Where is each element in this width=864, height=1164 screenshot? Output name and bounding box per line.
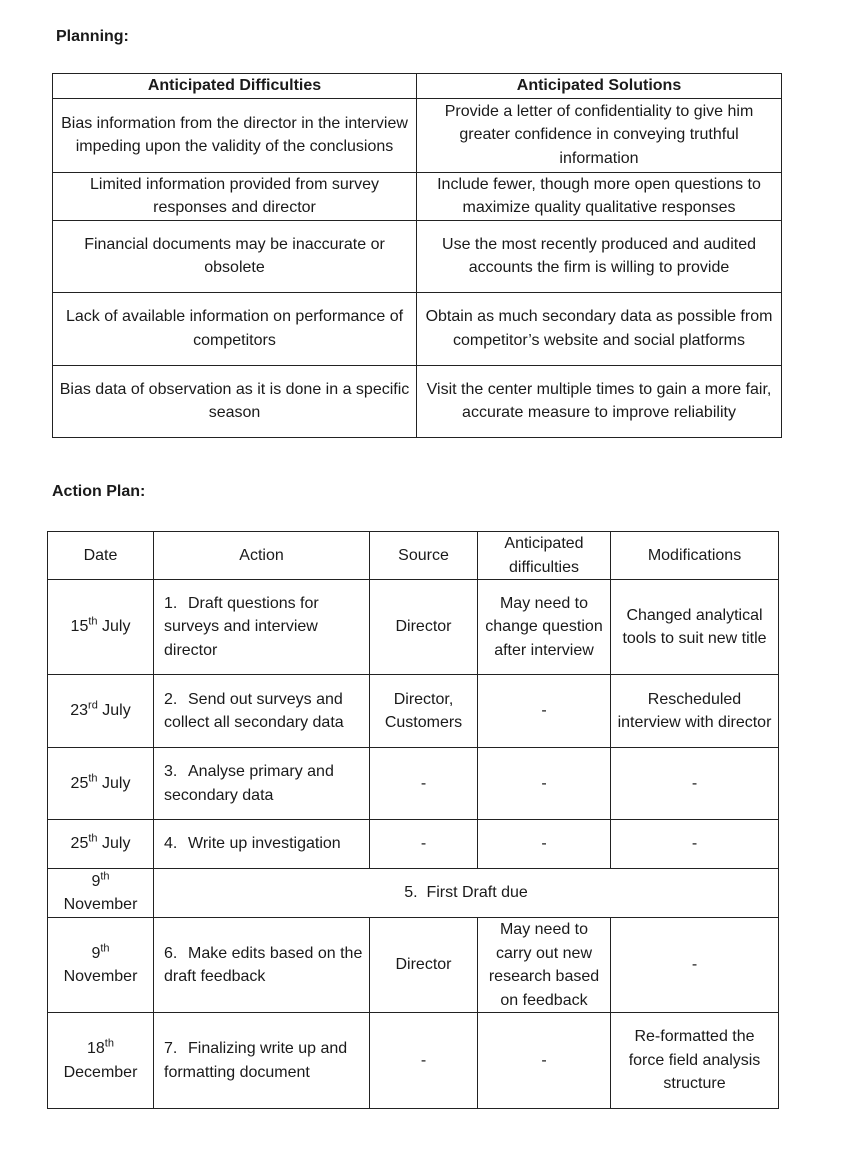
date-cell: 9th November	[48, 918, 154, 1013]
modifications-cell: Changed analytical tools to suit new title	[611, 580, 779, 675]
table-row	[48, 1013, 779, 1109]
solution-cell: Provide a letter of confidentiality to give him greater confidence in conveying truthful information	[417, 98, 782, 172]
table-row	[48, 918, 779, 1013]
planning-header-solutions: Anticipated Solutions	[417, 74, 782, 99]
modifications-cell: Rescheduled interview with director	[611, 675, 779, 748]
difficulty-cell: Bias data of observation as it is done in a specific season	[53, 365, 417, 437]
difficulty-cell: Limited information provided from survey responses and director	[53, 172, 417, 220]
difficulties-cell: May need to carry out new research based on feedback	[478, 918, 611, 1013]
planning-row	[53, 98, 782, 172]
action-cell: 3. Analyse primary and secondary data	[154, 748, 370, 820]
planning-row	[53, 365, 782, 437]
date-cell: 15th July	[48, 580, 154, 675]
planning-heading: Planning:	[56, 28, 129, 45]
difficulties-cell: -	[478, 748, 611, 820]
action-cell: 6. Make edits based on the draft feedback	[154, 918, 370, 1013]
date-cell: 18th December	[48, 1013, 154, 1109]
difficulty-cell: Bias information from the director in the interview impeding upon the validity of the conclusions	[53, 98, 417, 172]
solution-cell: Obtain as much secondary data as possible from competitor’s website and social platforms	[417, 292, 782, 365]
planning-header-difficulties: Anticipated Difficulties	[53, 74, 417, 99]
source-cell: Director	[370, 580, 478, 675]
difficulties-cell: May need to change question after interview	[478, 580, 611, 675]
solution-cell: Use the most recently produced and audited accounts the firm is willing to provide	[417, 220, 782, 292]
action-header-action: Action	[154, 532, 370, 580]
solution-cell: Include fewer, though more open questions to maximize quality qualitative responses	[417, 172, 782, 220]
modifications-cell: -	[611, 748, 779, 820]
action-cell: 2. Send out surveys and collect all secondary data	[154, 675, 370, 748]
table-row	[48, 580, 779, 675]
action-header-source: Source	[370, 532, 478, 580]
difficulty-cell: Lack of available information on performance of competitors	[53, 292, 417, 365]
action-header-difficulties: Anticipated difficulties	[478, 532, 611, 580]
date-cell: 23rd July	[48, 675, 154, 748]
source-cell: Director	[370, 918, 478, 1013]
table-row	[48, 869, 779, 918]
modifications-cell: Re-formatted the force field analysis structure	[611, 1013, 779, 1109]
modifications-cell: -	[611, 820, 779, 869]
planning-row	[53, 172, 782, 220]
source-cell: -	[370, 820, 478, 869]
table-row	[48, 820, 779, 869]
date-cell: 25th July	[48, 820, 154, 869]
merged-action-cell: 5. First Draft due	[154, 869, 779, 918]
action-plan-heading: Action Plan:	[52, 483, 146, 500]
planning-row	[53, 292, 782, 365]
difficulty-cell: Financial documents may be inaccurate or obsolete	[53, 220, 417, 292]
table-row	[48, 748, 779, 820]
planning-table	[52, 73, 782, 438]
action-plan-table	[47, 531, 779, 1109]
action-header-date: Date	[48, 532, 154, 580]
date-cell: 25th July	[48, 748, 154, 820]
date-cell: 9th November	[48, 869, 154, 918]
solution-cell: Visit the center multiple times to gain a more fair, accurate measure to improve reliability	[417, 365, 782, 437]
source-cell: Director, Customers	[370, 675, 478, 748]
planning-row	[53, 220, 782, 292]
action-cell: 7. Finalizing write up and formatting document	[154, 1013, 370, 1109]
difficulties-cell: -	[478, 820, 611, 869]
action-cell: 4. Write up investigation	[154, 820, 370, 869]
source-cell: -	[370, 748, 478, 820]
source-cell: -	[370, 1013, 478, 1109]
difficulties-cell: -	[478, 1013, 611, 1109]
action-header-modifications: Modifications	[611, 532, 779, 580]
difficulties-cell: -	[478, 675, 611, 748]
action-cell: 1. Draft questions for surveys and interview director	[154, 580, 370, 675]
table-row	[48, 675, 779, 748]
modifications-cell: -	[611, 918, 779, 1013]
